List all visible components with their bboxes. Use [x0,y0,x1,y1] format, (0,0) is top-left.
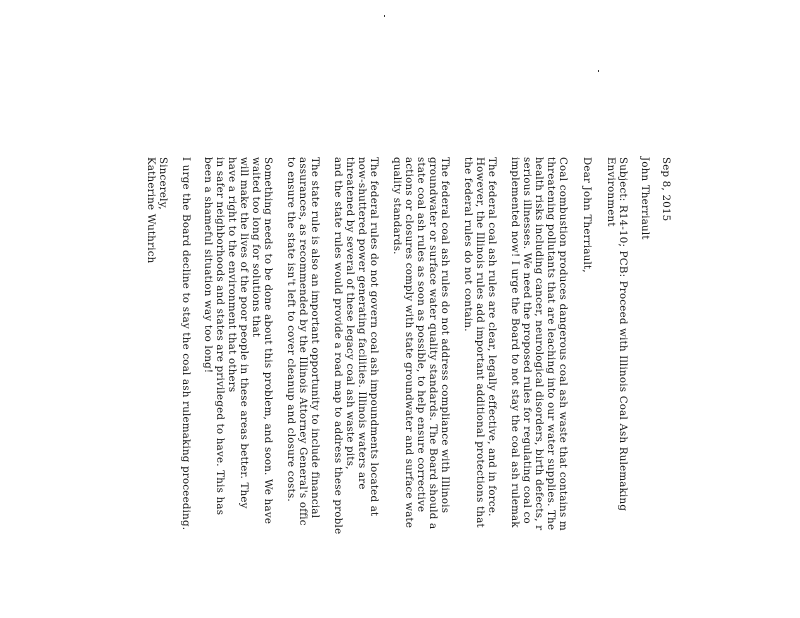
letter-closing: Sincerely, [157,157,168,210]
paragraph-6-line: will make the lives of the poor people in these areas better. They [238,157,249,509]
paragraph-5-line: The state rule is also an important opportunity to include financial [309,157,320,519]
paragraph-4-line: The federal rules do not govern coal ash impoundments located at [368,157,379,517]
paragraph-1-line: implemented now! I urge the Board to not stay the coal ash rulemak [509,157,520,528]
paragraph-3-line: state coal ash rules as soon as possible, to help ensure corrective [415,157,426,513]
paragraph-5-line: assurances, as recommended by the Illinois Attorney General's offic [297,157,308,526]
paragraph-1-line: Coal combustion produces dangerous coal ash waste that contains m [557,157,568,531]
paragraph-2-line: the federal rules do not contain. [462,157,473,332]
paragraph-1-line: threatening pollutants that are leaching into our water supplies. The [545,157,556,531]
paragraph-6-line: have a right to the environment that others [226,157,237,393]
paragraph-6-line: in safer neighborhoods and states are privileged to have. This has [214,157,225,516]
scan-speck [598,70,599,72]
paragraph-3-line: actions or closures comply with state groundwater and surface wate [403,157,414,529]
paragraph-6-line: been a shameful situation way too long! [202,157,213,374]
paragraph-1-line: serious illnesses. We need the proposed rules for regulating coal co [521,157,532,524]
letter-subject-line-2: Environment [605,157,616,227]
paragraph-3-line: quality standards. [391,157,402,255]
paragraph-2-line: The federal coal ash rules are clear, legally effective, and in force. [486,157,497,517]
paragraph-4-line: threatened by several of these legacy coal ash waste pits, [344,157,355,470]
paragraph-1-line: health risks including cancer, neurological disorders, birth defects, r [533,157,544,531]
paragraph-6-line: Something needs to be done about this problem, and soon. We have [262,157,273,525]
scan-speck [384,15,385,17]
paragraph-3-line: The federal coal ash rules do not address compliance with Illinois [439,157,450,514]
paragraph-6-line: waited too long for solutions that [250,157,261,338]
paragraph-3-line: groundwater or surface water quality standards. The Board should a [427,157,438,530]
paragraph-2-line: However, the Illinois rules add important additional protections that [474,157,485,528]
letter-salutation: Dear John Therriault, [581,157,592,273]
paragraph-4-line: and the state rules would provide a road map to address these proble [332,157,343,535]
letter-subject-line-1: Subject: R14-10; PCB: Proceed with Illinois Coal Ash Rulemaking [617,157,628,512]
letter-recipient: John Therriault [639,157,650,240]
paragraph-5-line: to ensure the state isn't left to cover cleanup and closure costs. [285,157,296,502]
letter-date: Sep 8, 2015 [660,157,671,222]
letter-signature: Katherine Wuthrich [145,157,156,264]
paragraph-4-line: now-shuttered power generating facilities. Illinois waters are [356,157,367,490]
paragraph-7-line: I urge the Board decline to stay the coal ash rulemaking proceeding. [180,157,191,531]
